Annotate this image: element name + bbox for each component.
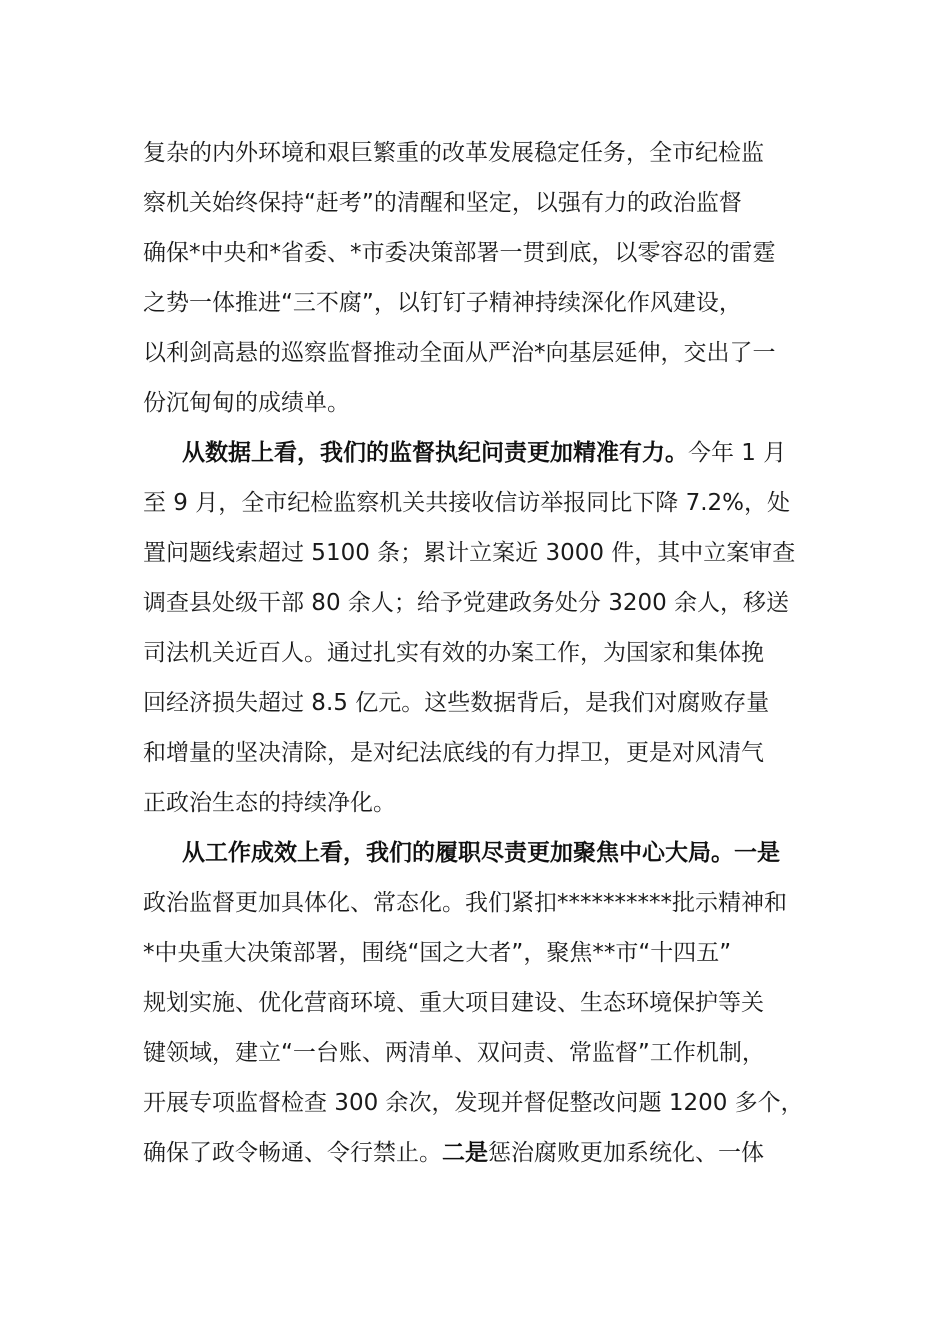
text-line: 之势一体推进“三不腐”，以钉钉子精神持续深化作风建设， [143,290,742,316]
text-line [143,1128,808,1178]
text-line: 规划实施、优化营商环境、重大项目建设、生态环境保护等关 [143,990,764,1016]
text-line: 调查县处级干部 80 余人；给予党建政务处分 3200 余人，移送 [143,590,790,616]
text-line: 以利剑高悬的巡察监督推动全面从严治*向基层延伸，交出了一 [143,340,776,366]
text-line: 司法机关近百人。通过扎实有效的办案工作，为国家和集体挽 [143,640,764,666]
paragraph-2-lead: 从数据上看，我们的监督执纪问责更加精准有力。 [182,440,688,466]
text-line [143,828,808,878]
text-line: 键领域，建立“一台账、两清单、双问责、常监督”工作机制， [143,1040,765,1066]
paragraph-2 [143,428,808,828]
text-line: 察机关始终保持“赶考”的清醒和坚定，以强有力的政治监督 [143,190,742,216]
text-line: 份沉甸甸的成绩单。 [143,390,350,416]
text-line: 回经济损失超过 8.5 亿元。这些数据背后，是我们对腐败存量 [143,690,770,716]
text-line: 和增量的坚决清除，是对纪法底线的有力捍卫，更是对风清气 [143,740,764,766]
paragraph-3-last-after: 惩治腐败更加系统化、一体 [488,1140,764,1166]
paragraph-3-last-before: 确保了政令畅通、令行禁止。 [143,1140,442,1166]
paragraph-1 [143,128,808,428]
paragraph-3-last-bold: 二是 [442,1140,488,1166]
paragraph-3 [143,828,808,1178]
text-line: 正政治生态的持续净化。 [143,790,396,816]
text-line: 置问题线索超过 5100 条；累计立案近 3000 件，其中立案审查 [143,540,796,566]
text-line: 开展专项监督检查 300 余次，发现并督促整改问题 1200 多个， [143,1090,804,1116]
text-line: 确保*中央和*省委、*市委决策部署一贯到底，以零容忍的雷霆 [143,240,776,266]
text-line: *中央重大决策部署，围绕“国之大者”，聚焦**市“十四五” [143,940,732,966]
text-line [143,428,808,478]
text-line: 政治监督更加具体化、常态化。我们紧扣**********批示精神和 [143,890,787,916]
text-line: 复杂的内外环境和艰巨繁重的改革发展稳定任务，全市纪检监 [143,140,764,166]
document-body [143,128,808,1178]
paragraph-3-lead: 从工作成效上看，我们的履职尽责更加聚焦中心大局。一是 [182,840,780,866]
paragraph-2-line1-rest: 今年 1 月 [688,440,787,466]
text-line: 至 9 月，全市纪检监察机关共接收信访举报同比下降 7.2%，处 [143,490,790,516]
